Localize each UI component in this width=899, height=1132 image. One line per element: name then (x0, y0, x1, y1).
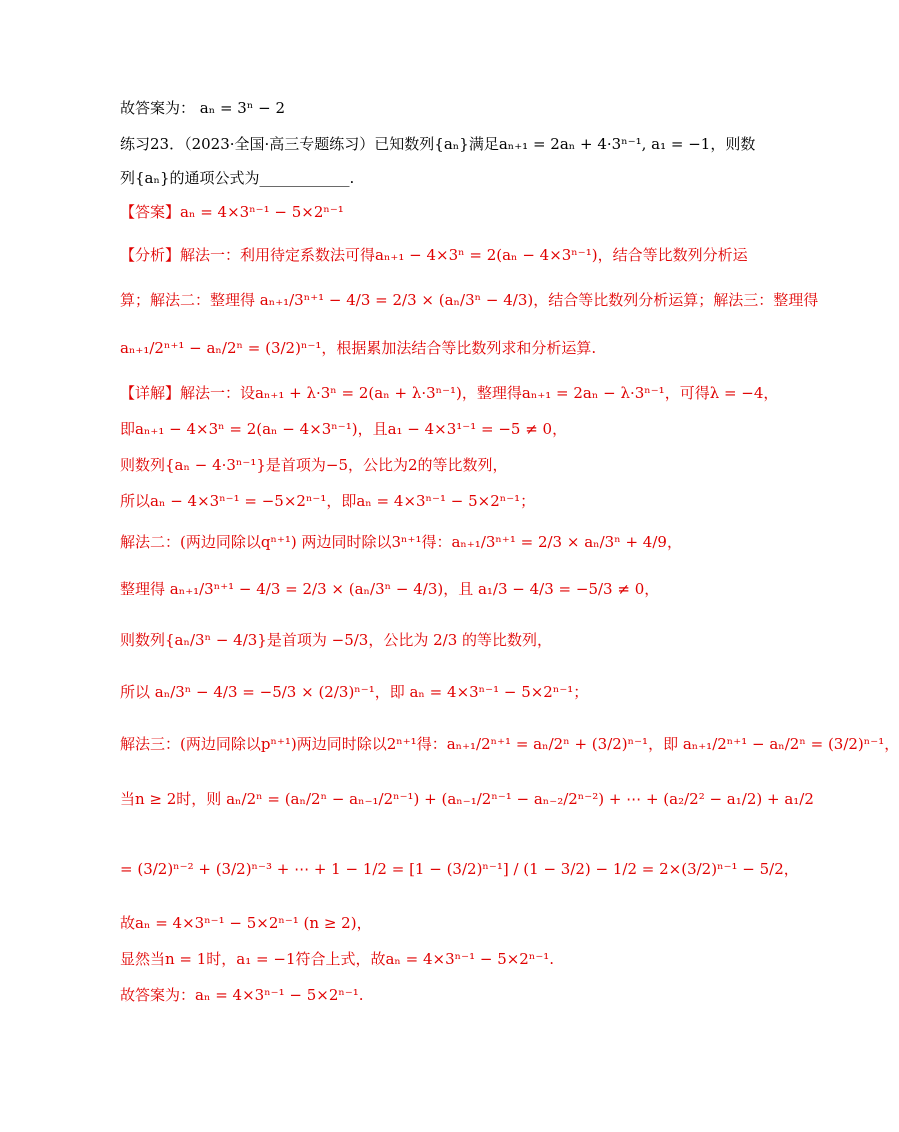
solution-method-1-line-4: 所以aₙ − 4×3ⁿ⁻¹ = −5×2ⁿ⁻¹，即aₙ = 4×3ⁿ⁻¹ − 5×2ⁿ⁻¹； (120, 492, 536, 510)
solution-method-2-line-3: 则数列{aₙ/3ⁿ − 4/3}是首项为 −5/3，公比为 2/3 的等比数列， (120, 631, 553, 649)
exercise-23-question-line-2: 列{aₙ}的通项公式为____________. (120, 169, 355, 187)
analysis-line-2: 算；解法二：整理得 aₙ₊₁/3ⁿ⁺¹ − 4/3 = 2/3 × (aₙ/3ⁿ − 4/3)，结合等比数列分析运算；解法三：整理得 (120, 291, 819, 309)
solution-method-1-line-1: 【详解】解法一：设aₙ₊₁ + λ·3ⁿ = 2(aₙ + λ·3ⁿ⁻¹)，整理得aₙ₊₁ = 2aₙ − λ·3ⁿ⁻¹，可得λ = −4， (120, 384, 779, 402)
solution-method-3-line-4: 故aₙ = 4×3ⁿ⁻¹ − 5×2ⁿ⁻¹ (n ≥ 2)， (120, 914, 372, 932)
solution-method-1-line-2: 即aₙ₊₁ − 4×3ⁿ = 2(aₙ − 4×3ⁿ⁻¹)，且a₁ − 4×3¹⁻¹ = −5 ≠ 0， (120, 420, 568, 438)
analysis-line-3: aₙ₊₁/2ⁿ⁺¹ − aₙ/2ⁿ = (3/2)ⁿ⁻¹，根据累加法结合等比数列求和分析运算. (120, 339, 597, 357)
solution-method-3-line-2: 当n ≥ 2时，则 aₙ/2ⁿ = (aₙ/2ⁿ − aₙ₋₁/2ⁿ⁻¹) + (aₙ₋₁/2ⁿ⁻¹ − aₙ₋₂/2ⁿ⁻²) + ⋯ + (a₂/2² − a₁/2) + a₁/2 (120, 790, 814, 808)
solution-method-3-line-5: 显然当n = 1时，a₁ = −1符合上式，故aₙ = 4×3ⁿ⁻¹ − 5×2ⁿ⁻¹. (120, 950, 555, 968)
exercise-23-question-line-1: 练习23．（2023·全国·高三专题练习）已知数列{aₙ}满足aₙ₊₁ = 2aₙ + 4·3ⁿ⁻¹, a₁ = −1，则数 (120, 135, 756, 153)
solution-method-2-line-2: 整理得 aₙ₊₁/3ⁿ⁺¹ − 4/3 = 2/3 × (aₙ/3ⁿ − 4/3)，且 a₁/3 − 4/3 = −5/3 ≠ 0， (120, 580, 660, 598)
prev-answer-line: 故答案为： aₙ = 3ⁿ − 2 (120, 99, 285, 117)
final-answer-line: 故答案为：aₙ = 4×3ⁿ⁻¹ − 5×2ⁿ⁻¹. (120, 986, 364, 1004)
solution-method-2-line-4: 所以 aₙ/3ⁿ − 4/3 = −5/3 × (2/3)ⁿ⁻¹，即 aₙ = 4×3ⁿ⁻¹ − 5×2ⁿ⁻¹； (120, 683, 589, 701)
analysis-line-1: 【分析】解法一：利用待定系数法可得aₙ₊₁ − 4×3ⁿ = 2(aₙ − 4×3ⁿ⁻¹)，结合等比数列分析运 (120, 246, 748, 264)
solution-method-1-line-3: 则数列{aₙ − 4·3ⁿ⁻¹}是首项为−5，公比为2的等比数列， (120, 456, 508, 474)
solution-method-3-line-3: = (3/2)ⁿ⁻² + (3/2)ⁿ⁻³ + ⋯ + 1 − 1/2 = [1 − (3/2)ⁿ⁻¹] / (1 − 3/2) − 1/2 = 2×(3/2)ⁿ⁻¹ − 5/2， (120, 860, 799, 878)
answer-line: 【答案】aₙ = 4×3ⁿ⁻¹ − 5×2ⁿ⁻¹ (120, 203, 344, 221)
solution-method-2-line-1: 解法二：(两边同除以qⁿ⁺¹) 两边同时除以3ⁿ⁺¹得：aₙ₊₁/3ⁿ⁺¹ = 2/3 × aₙ/3ⁿ + 4/9， (120, 533, 682, 551)
solution-method-3-line-1: 解法三：(两边同除以pⁿ⁺¹)两边同时除以2ⁿ⁺¹得：aₙ₊₁/2ⁿ⁺¹ = aₙ/2ⁿ + (3/2)ⁿ⁻¹，即 aₙ₊₁/2ⁿ⁺¹ − aₙ/2ⁿ = (3/2)ⁿ⁻¹， (120, 735, 899, 753)
